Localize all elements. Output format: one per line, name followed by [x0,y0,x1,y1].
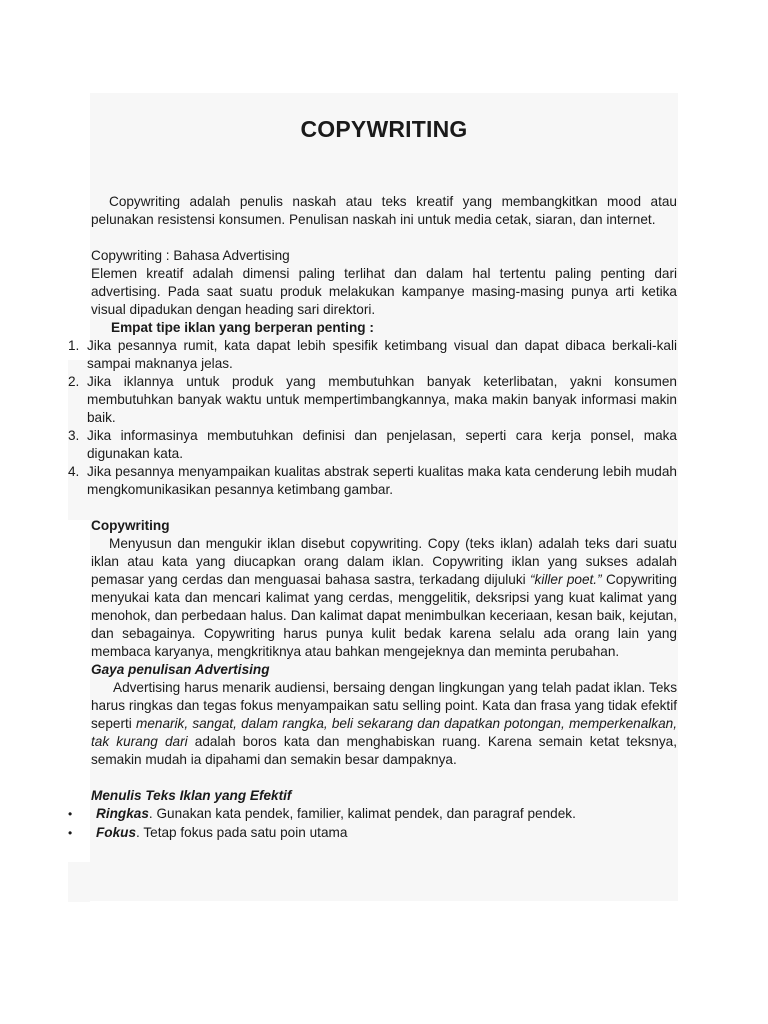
list-item [68,805,654,823]
body-text: adalah boros kata dan menghabiskan ruang. Karena semain ketat teksnya, semakin mudah ia dipahami dan semakin besar dampaknya. [91,734,677,767]
section-heading-bahasa-advertising: Copywriting : Bahasa Advertising [91,248,290,263]
document-content [68,93,678,842]
bullet-margin [68,862,90,902]
numbered-list [68,337,677,499]
list-item [68,463,677,499]
list-item [68,427,677,463]
list-item [68,824,654,842]
quote-text: “killer poet.” [530,572,602,587]
body-text: Copywriting menyukai kata dan mencari kalimat yang cerdas, menggelitik, deksripsi yang kuat kalimat yang menohok, dan perbedaan halus. Dan kalimat dapat menimbulkan keceriaan, kesan baik, kejutan, dan sebagainya. Copywriting harus punya kulit bedak karena selalu ada orang lain yang membaca karyanya, mengkritiknya atau bahkan mengejeknya dan meminta perubahan. [91,572,677,659]
bullet-term: Fokus [96,825,137,840]
bullet-icon: • [68,826,73,840]
bullet-text: . Gunakan kata pendek, familier, kalimat pendek, dan paragraf pendek. [148,806,576,821]
section-heading-menulis-teks: Menulis Teks Iklan yang Efektif [91,788,292,803]
body-text: Menyusun dan mengukir iklan disebut copywriting. Copy (teks iklan) adalah teks dari suatu iklan atau kata yang diucapkan orang dalam iklan. Copywriting iklan yang sukses adalah pemasar yang cerdas dan menguasai bahasa sastra, terkadang dijuluki [91,536,677,587]
list-item-text: Jika pesannya rumit, kata dapat lebih spesifik ketimbang visual dan dapat dibaca berkali-kali sampai maknanya jelas. [87,338,677,371]
italic-text: menarik, sangat, dalam rangka, beli sekarang dan dapatkan potongan, memperkenalkan, tak kurang dari [91,716,678,749]
list-number: 3. [68,428,80,443]
section-body-gaya-penulisan [91,679,677,769]
bullet-term: Ringkas [96,806,149,821]
list-item-text: Jika pesannya menyampaikan kualitas abstrak seperti kualitas maka kata cenderung lebih mudah mengkomunikasikan pesannya ketimbang gambar. [87,464,677,497]
list-number: 1. [68,338,80,353]
intro-paragraph: Copywriting adalah penulis naskah atau teks kreatif yang membangkitkan mood atau pelunakan resistensi konsumen. Penulisan naskah ini untuk media cetak, siaran, dan internet. [91,194,677,227]
section-heading-copywriting: Copywriting [91,518,170,533]
bullet-list [68,805,654,842]
list-number: 4. [68,464,80,479]
section-body-elemen-kreatif: Elemen kreatif adalah dimensi paling terlihat dan dalam hal tertentu paling penting dari advertising. Pada saat suatu produk melakukan kampanye masing-masing punya arti ketika visual dipadukan dengan heading sari direktori. [91,266,677,317]
bullet-text: . Tetap fokus pada satu poin utama [136,825,348,840]
list-item [68,373,677,427]
list-title: Empat tipe iklan yang berperan penting : [111,320,374,335]
document-title: COPYWRITING [300,116,468,142]
list-item [68,337,677,373]
list-item-text: Jika iklannya untuk produk yang membutuhkan banyak keterlibatan, yakni konsumen membutuhkan banyak waktu untuk mempertimbangkannya, maka makin banyak informasi makin baik. [87,374,677,425]
body-text: Advertising harus menarik audiensi, bersaing dengan lingkungan yang telah padat iklan. Teks harus ringkas dan tegas fokus menyampaikan satu selling point. Kata dan frasa yang tidak efektif seperti [91,680,677,731]
bullet-icon: • [68,807,73,821]
section-body-copywriting [91,535,677,661]
section-heading-gaya-penulisan: Gaya penulisan Advertising [91,662,270,677]
list-number: 2. [68,374,80,389]
list-item-text: Jika informasinya membutuhkan definisi dan penjelasan, seperti cara kerja ponsel, maka digunakan kata. [87,428,677,461]
